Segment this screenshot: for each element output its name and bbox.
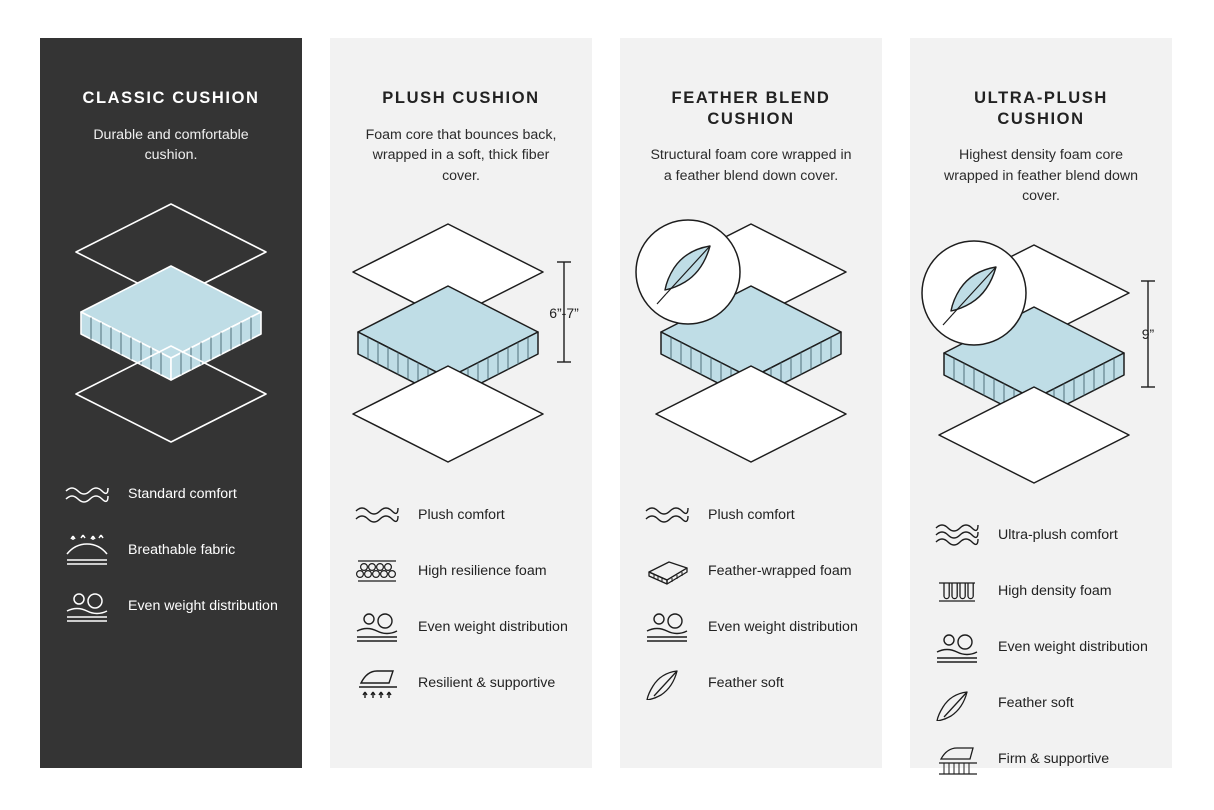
card-plush[interactable] bbox=[330, 38, 592, 768]
feather-icon bbox=[642, 664, 692, 702]
feature-item bbox=[932, 573, 1150, 611]
cushion-illustration-ultra-plush bbox=[910, 215, 1172, 505]
feature-label: Even weight distribution bbox=[708, 618, 858, 635]
card-feather-blend[interactable] bbox=[620, 38, 882, 768]
feature-label: Even weight distribution bbox=[128, 598, 278, 615]
dimension-label: 9” bbox=[1141, 326, 1155, 343]
feature-item bbox=[352, 664, 570, 702]
card-description: Foam core that bounces back, wrapped in a soft, thick fiber cover. bbox=[365, 126, 557, 184]
card-ultra-plush[interactable] bbox=[910, 38, 1172, 768]
card-classic[interactable] bbox=[40, 38, 302, 768]
even-weight-icon bbox=[62, 588, 112, 626]
feather-wrapped-foam-icon bbox=[642, 552, 692, 590]
feature-item bbox=[932, 517, 1150, 555]
feature-list bbox=[910, 505, 1172, 779]
even-weight-icon bbox=[352, 608, 402, 646]
even-weight-icon bbox=[642, 608, 692, 646]
feature-label: Firm & supportive bbox=[998, 751, 1110, 768]
feature-item bbox=[62, 588, 280, 626]
feature-label: Ultra-plush comfort bbox=[998, 527, 1118, 544]
card-title: PLUSH CUSHION bbox=[382, 89, 540, 107]
dense-foam-icon bbox=[932, 573, 982, 611]
feature-label: Standard comfort bbox=[128, 486, 237, 503]
feature-item bbox=[932, 685, 1150, 723]
waves-icon bbox=[932, 517, 982, 555]
feature-list bbox=[330, 484, 592, 702]
card-description: Durable and comfortable cushion. bbox=[93, 126, 249, 164]
cushion-illustration-plush bbox=[330, 194, 592, 484]
feature-label: High density foam bbox=[998, 583, 1112, 600]
feature-item bbox=[642, 496, 860, 534]
waves-icon bbox=[642, 496, 692, 534]
feather-icon bbox=[932, 685, 982, 723]
honeycomb-foam-icon bbox=[352, 552, 402, 590]
feature-item bbox=[62, 532, 280, 570]
feature-item bbox=[642, 664, 860, 702]
card-title: CLASSIC CUSHION bbox=[82, 89, 260, 107]
feature-item bbox=[352, 496, 570, 534]
feature-label: Feather soft bbox=[708, 674, 784, 691]
feature-item bbox=[642, 608, 860, 646]
feature-label: Resilient & supportive bbox=[418, 674, 556, 691]
feature-label: High resilience foam bbox=[418, 562, 547, 579]
feature-item bbox=[642, 552, 860, 590]
feature-label: Feather soft bbox=[998, 695, 1074, 712]
feature-label: Plush comfort bbox=[708, 506, 795, 523]
breathable-fabric-icon bbox=[62, 532, 112, 570]
feature-list bbox=[40, 464, 302, 626]
cushion-illustration-feather-blend bbox=[620, 194, 882, 484]
card-description: Structural foam core wrapped in a feather blend down cover. bbox=[650, 147, 852, 184]
card-title: FEATHER BLEND CUSHION bbox=[671, 89, 831, 128]
feature-label: Even weight distribution bbox=[418, 618, 568, 635]
feature-list bbox=[620, 484, 882, 702]
card-description: Highest density foam core wrapped in feather blend down cover. bbox=[943, 147, 1139, 205]
feather-badge-icon bbox=[636, 220, 740, 324]
feature-label: Breathable fabric bbox=[128, 542, 236, 559]
feather-badge-icon bbox=[922, 241, 1026, 345]
resilient-support-icon bbox=[352, 664, 402, 702]
card-title: ULTRA-PLUSH CUSHION bbox=[974, 89, 1108, 128]
feature-label: Plush comfort bbox=[418, 506, 505, 523]
even-weight-icon bbox=[932, 629, 982, 667]
feature-item bbox=[62, 476, 280, 514]
feature-item bbox=[932, 741, 1150, 779]
feature-label: Feather-wrapped foam bbox=[708, 562, 852, 579]
feature-item bbox=[352, 608, 570, 646]
cushion-illustration-classic bbox=[40, 174, 302, 464]
dimension-label: 6”-7” bbox=[549, 305, 579, 322]
waves-icon bbox=[62, 476, 112, 514]
feature-item bbox=[352, 552, 570, 590]
feature-label: Even weight distribution bbox=[998, 639, 1148, 656]
firm-support-icon bbox=[932, 741, 982, 779]
feature-item bbox=[932, 629, 1150, 667]
waves-icon bbox=[352, 496, 402, 534]
